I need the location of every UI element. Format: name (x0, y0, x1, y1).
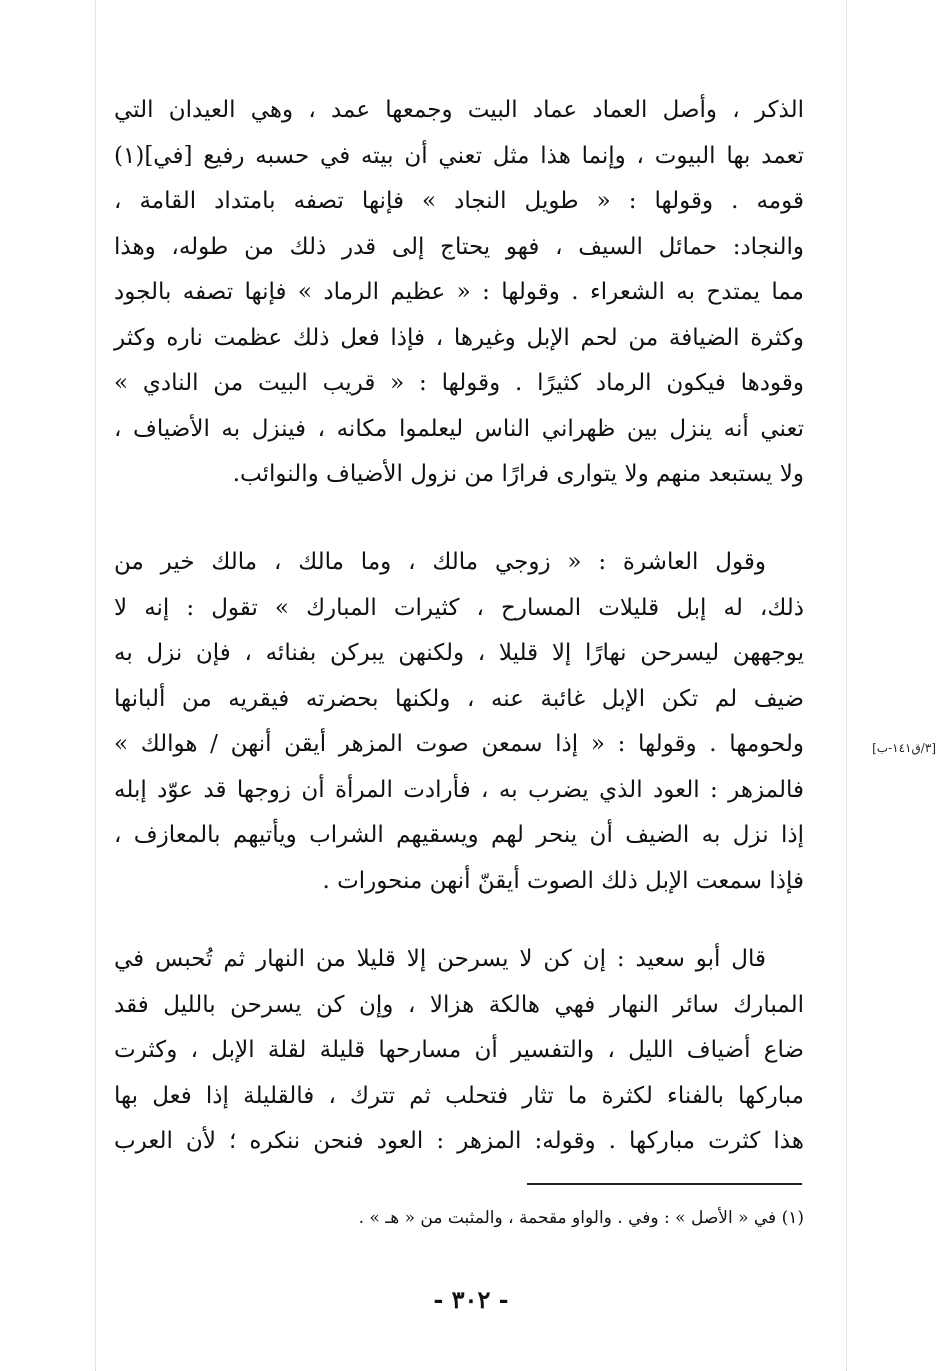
text-line: الذكر ، وأصل العماد عماد البيت وجمعها عمد ، وهي العيدان التي (114, 97, 804, 123)
text-line: إذا نزل به الضيف أن ينحر لهم ويسقيهم الشراب ويأتيهم بالمعازف ، (114, 822, 804, 848)
text-line: ولحومها . وقولها : « إذا سمعن صوت المزهر أيقن أنهن / هوالك » (114, 731, 804, 757)
margin-guide-line (846, 0, 847, 1371)
text-line: يوجههن ليسرحن نهارًا إلا قليلا ، ولكنهن يبركن بفنائه ، فإن نزل به (114, 640, 804, 666)
text-line: قومه . وقولها : « طويل النجاد » فإنها تصفه بامتداد القامة ، (114, 188, 804, 214)
text-line: ضاع أضياف الليل ، والتفسير أن مسارحها قليلة لقلة الإبل ، وكثرت (114, 1037, 804, 1063)
text-line: تعني أنه ينزل بين ظهراني الناس ليعلموا مكانه ، فينزل به الأضياف ، (114, 415, 804, 442)
text-line: مباركها بالفناء لكثرة ما تثار فتحلب ثم تترك ، فالقليلة إذا فعل بها (114, 1082, 804, 1109)
paragraph-3 (114, 937, 804, 1165)
footnote: (١) في « الأصل » : وفي . والواو مقحمة ، والمثبت من « هـ » . (358, 1208, 804, 1228)
margin-guide-line (95, 0, 96, 1371)
text-line: ولا يستبعد منهم ولا يتوارى فرارًا من نزول الأضياف والنوائب. (232, 461, 804, 487)
footnote-separator (527, 1183, 802, 1185)
text-line: مما يمتدح به الشعراء . وقولها : « عظيم الرماد » فإنها تصفه بالجود (114, 279, 804, 305)
text-line: ضيف لم تكن الإبل غائبة عنه ، ولكنها بحضرته فيقريه من ألبانها (114, 685, 804, 712)
text-line: وقودها فيكون الرماد كثيرًا . وقولها : « قريب البيت من النادي » (114, 370, 804, 396)
text-line: وكثرة الضيافة من لحم الإبل وغيرها ، فإذا فعل ذلك عظمت ناره وكثر (114, 324, 804, 351)
manuscript-folio-note: [٣/ق١٤١-ب] (872, 741, 936, 755)
text-line: وقول العاشرة : « زوجي مالك ، وما مالك ، مالك خير من (114, 549, 766, 575)
text-line: والنجاد: حمائل السيف ، فهو يحتاج إلى قدر ذلك من طوله، وهذا (114, 233, 804, 260)
paragraph-2 (114, 540, 804, 904)
text-line: هذا كثرت مباركها . وقوله: المزهر : العود فنحن ننكره ؛ لأن العرب (114, 1128, 804, 1154)
text-line: فالمزهر : العود الذي يضرب به ، فأرادت المرأة أن زوجها قد عوّد إبله (114, 776, 804, 803)
text-line: تعمد بها البيوت ، وإنما هذا مثل تعني أن بيته في حسبه رفيع [في](١) (114, 142, 804, 169)
text-line: قال أبو سعيد : إن كن لا يسرحن إلا قليلا من النهار ثم تُحبس في (114, 946, 766, 972)
text-line: المبارك سائر النهار فهي هالكة هزالا ، وإن كن يسرحن بالليل فقد (114, 991, 804, 1018)
text-line: ذلك، له إبل قليلات المسارح ، كثيرات المبارك » تقول : إنه لا (114, 594, 804, 621)
page-number: - ٣٠٢ - (433, 1285, 509, 1314)
paragraph-1 (114, 88, 804, 498)
text-line: فإذا سمعت الإبل ذلك الصوت أيقنّ أنهن منحورات . (322, 867, 804, 894)
